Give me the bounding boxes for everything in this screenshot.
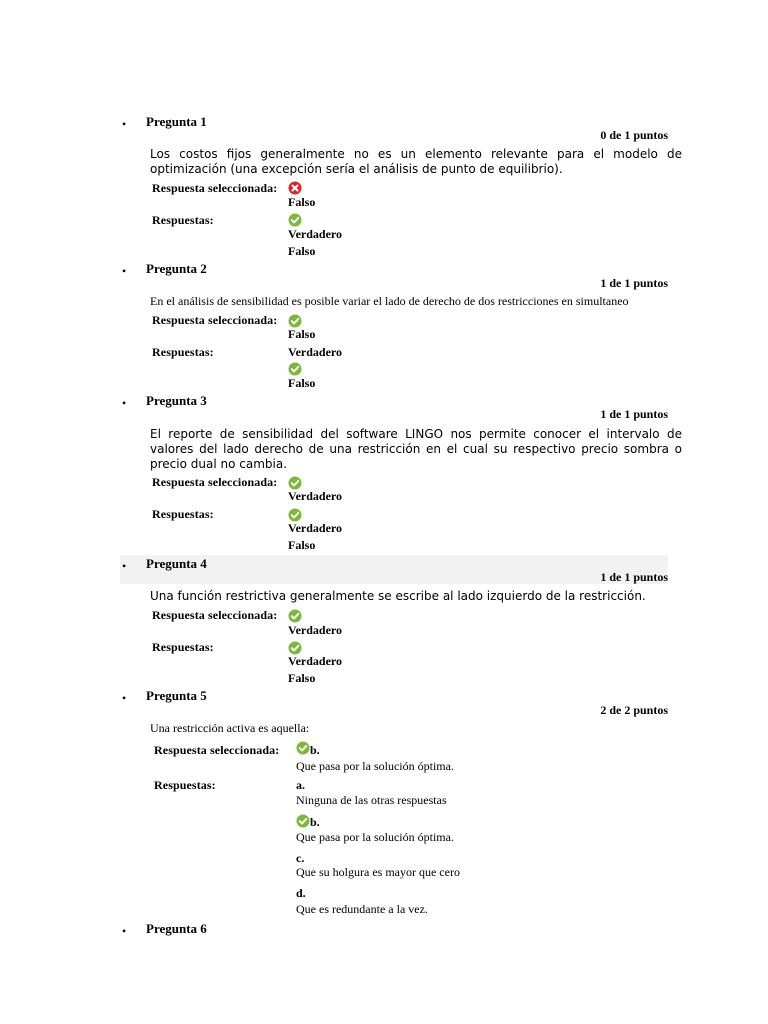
question-text: Una restricción activa es aquella:	[150, 721, 310, 735]
selected-answer-value: Falso	[288, 195, 316, 209]
question-points: 1 de 1 puntos	[600, 407, 668, 421]
answer-letter: b.	[310, 815, 320, 829]
answer-letter: d.	[296, 886, 306, 900]
answer-option: Ninguna de las otras respuestas	[296, 793, 447, 807]
selected-answer-value: Falso	[288, 327, 316, 341]
selected-answer-value: Que pasa por la solución óptima.	[296, 759, 454, 773]
question-text: Una función restrictiva generalmente se escribe al lado izquierdo de la restricción.	[150, 589, 646, 603]
answer-option: Que es redundante a la vez.	[296, 902, 428, 916]
question-text: Los costos fijos generalmente no es un elemento relevante para el modelo de optimización (una excepción sería el análisis de punto de equilibrio).	[150, 147, 682, 176]
selected-answer-label: Respuesta seleccionada:	[152, 181, 278, 195]
question-points: 0 de 1 puntos	[600, 128, 668, 142]
answer-option: Verdadero	[288, 227, 342, 241]
question-points: 2 de 2 puntos	[600, 703, 668, 717]
question-title: Pregunta 4	[146, 556, 207, 571]
bullet: •	[122, 559, 127, 573]
question-title: Pregunta 2	[146, 261, 207, 276]
question-points: 1 de 1 puntos	[600, 570, 668, 584]
selected-answer-letter: b.	[310, 743, 320, 757]
bullet: •	[122, 396, 127, 410]
answer-option: Falso	[288, 538, 316, 552]
selected-answer-value: Verdadero	[288, 623, 342, 637]
selected-answer-label: Respuesta seleccionada:	[152, 608, 278, 622]
check-circle-icon	[288, 362, 302, 376]
answer-option: Falso	[288, 671, 316, 685]
answer-letter: a.	[296, 778, 305, 792]
question-title: Pregunta 1	[146, 114, 207, 129]
check-circle-icon	[288, 641, 302, 655]
check-circle-icon	[288, 508, 302, 522]
answer-letter: c.	[296, 851, 305, 865]
answers-label: Respuestas:	[152, 507, 214, 521]
bullet: •	[122, 691, 127, 705]
answers-label: Respuestas:	[152, 213, 214, 227]
answer-option: Falso	[288, 244, 316, 258]
answer-option: Verdadero	[288, 654, 342, 668]
bullet: •	[122, 264, 127, 278]
check-circle-icon	[288, 476, 302, 490]
answers-label: Respuestas:	[154, 778, 216, 792]
answers-label: Respuestas:	[152, 345, 214, 359]
check-circle-icon	[296, 814, 310, 828]
answer-option: Verdadero	[288, 345, 342, 359]
answers-label: Respuestas:	[152, 640, 214, 654]
question-title: Pregunta 6	[146, 921, 207, 936]
answer-option: Falso	[288, 376, 316, 390]
answer-option: Verdadero	[288, 521, 342, 535]
selected-answer-label: Respuesta seleccionada:	[152, 313, 278, 327]
question-title: Pregunta 3	[146, 393, 207, 408]
bullet: •	[122, 924, 127, 938]
question-points: 1 de 1 puntos	[600, 276, 668, 290]
selected-answer-value: Verdadero	[288, 489, 342, 503]
bullet: •	[122, 117, 127, 131]
answer-option: Que pasa por la solución óptima.	[296, 830, 454, 844]
question-text: El reporte de sensibilidad del software LINGO nos permite conocer el intervalo de valores del lado derecho de una restricción en el cual su respectivo precio sombra o precio dual no cambia.	[150, 427, 682, 471]
selected-answer-label: Respuesta seleccionada:	[154, 743, 280, 757]
question-text: En el análisis de sensibilidad es posible variar el lado de derecho de dos restricciones en simultaneo	[150, 294, 629, 308]
check-circle-icon	[288, 314, 302, 328]
answer-option: Que su holgura es mayor que cero	[296, 865, 460, 879]
check-circle-icon	[296, 741, 310, 755]
question-title: Pregunta 5	[146, 688, 207, 703]
check-circle-icon	[288, 213, 302, 227]
selected-answer-label: Respuesta seleccionada:	[152, 475, 278, 489]
check-circle-icon	[288, 609, 302, 623]
x-circle-icon	[288, 181, 302, 195]
